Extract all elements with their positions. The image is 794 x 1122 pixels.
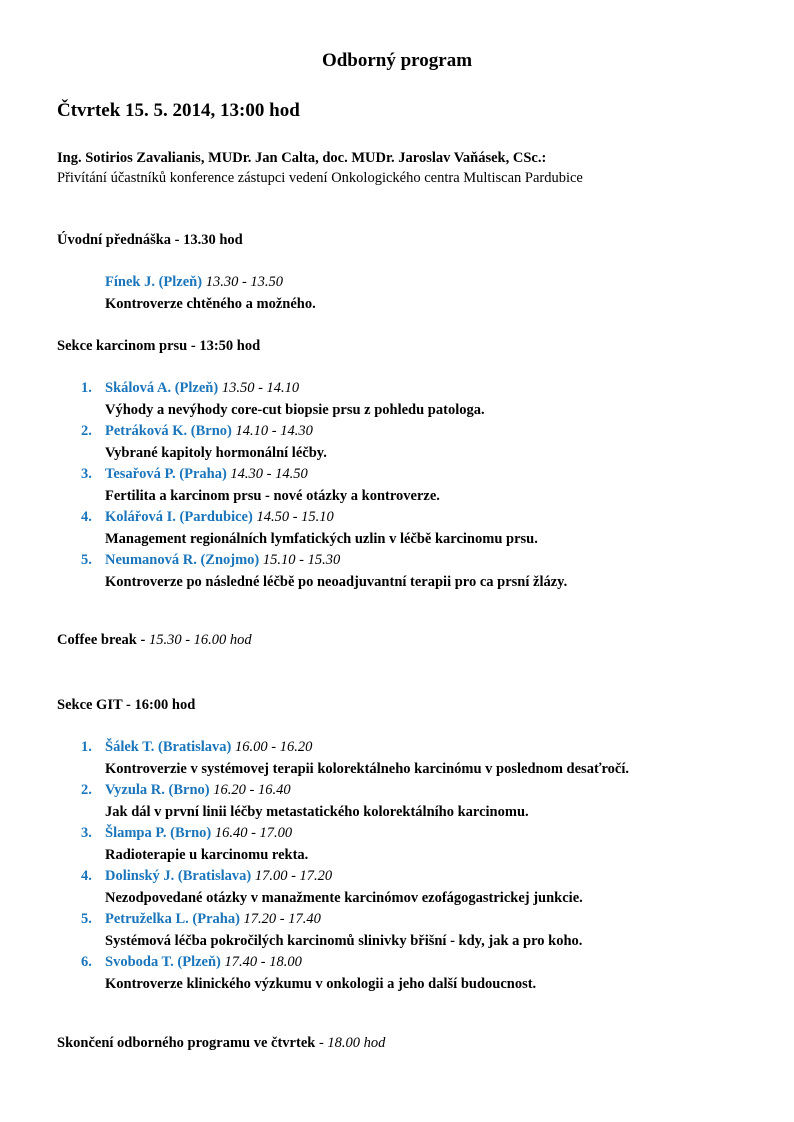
- coffee-time: 15.30 - 16.00 hod: [148, 632, 252, 648]
- talk-title: Vybrané kapitoly hormonální léčby.: [105, 444, 327, 461]
- talk-time: 16.40 - 17.00: [214, 825, 293, 841]
- coffee-label: Coffee break -: [57, 632, 146, 648]
- talk-number: 4.: [81, 868, 92, 884]
- talk-speaker: Vyzula R. (Brno): [105, 782, 210, 798]
- end-label: Skončení odborného programu ve čtvrtek: [57, 1035, 316, 1051]
- talk-title: Management regionálních lymfatických uzlin v léčbě karcinomu prsu.: [105, 530, 538, 547]
- talk-speaker: Šlampa P. (Brno): [105, 825, 212, 841]
- program-date: Čtvrtek 15. 5. 2014, 13:00 hod: [57, 100, 300, 121]
- talk-speaker: Tesařová P. (Praha): [105, 466, 227, 482]
- breast-heading: Sekce karcinom prsu - 13:50 hod: [57, 338, 261, 354]
- talk-time: 17.00 - 17.20: [254, 868, 333, 884]
- talk-item: [57, 378, 567, 421]
- talk-speaker: Dolinský J. (Bratislava): [105, 868, 252, 884]
- talk-number: 3.: [81, 825, 92, 841]
- talk-number: 5.: [81, 911, 92, 927]
- talk-title: Systémová léčba pokročilých karcinomů slinivky břišní - kdy, jak a pro koho.: [105, 932, 583, 949]
- talk-time: 17.40 - 18.00: [224, 954, 302, 970]
- talk-number: 1.: [81, 380, 92, 396]
- talk-title: Nezodpovedané otázky v manažmente karcinómov ezofágogastrickej junkcie.: [105, 889, 583, 906]
- intro-heading: Úvodní přednáška - 13.30 hod: [57, 232, 243, 248]
- talk-time: 14.50 - 15.10: [256, 509, 334, 525]
- opening-text: Přivítání účastníků konference zástupci vedení Onkologického centra Multiscan Pardubice: [57, 170, 583, 186]
- intro-time: 13.30 - 13.50: [205, 274, 284, 290]
- talk-title: Kontroverzie v systémovej terapii kolorektálneho karcinómu v poslednom desaťročí.: [105, 760, 630, 777]
- talk-item: [57, 737, 629, 780]
- coffee-break: [57, 632, 252, 649]
- talk-speaker: Šálek T. (Bratislava): [105, 739, 232, 755]
- talk-number: 3.: [81, 466, 92, 482]
- intro-talk: [57, 272, 316, 315]
- opening-names: Ing. Sotirios Zavalianis, MUDr. Jan Calta, doc. MUDr. Jaroslav Vaňásek, CSc.:: [57, 150, 547, 166]
- talk-item: [57, 550, 567, 593]
- page-title: Odborný program: [321, 50, 473, 71]
- talk-speaker: Kolářová I. (Pardubice): [105, 509, 253, 525]
- talk-number: 6.: [81, 954, 92, 970]
- talk-time: 14.30 - 14.50: [230, 466, 308, 482]
- talk-time: 14.10 - 14.30: [235, 423, 313, 439]
- talk-item: [57, 464, 567, 507]
- talk-number: 4.: [81, 509, 92, 525]
- talk-item: [57, 952, 629, 995]
- talk-speaker: Skálová A. (Plzeň): [105, 380, 219, 396]
- talk-item: [57, 866, 629, 909]
- talk-speaker: Neumanová R. (Znojmo): [105, 552, 260, 568]
- talk-number: 2.: [81, 782, 92, 798]
- talk-number: 2.: [81, 423, 92, 439]
- talk-number: 5.: [81, 552, 92, 568]
- talk-title: Kontroverze po následné léčbě po neoadjuvantní terapii pro ca prsní žlázy.: [105, 573, 568, 590]
- talk-number: 1.: [81, 739, 92, 755]
- opening-block: [57, 148, 583, 188]
- talk-item: [57, 507, 567, 550]
- talk-time: 16.20 - 16.40: [213, 782, 291, 798]
- talk-title: Jak dál v první linii léčby metastatického kolorektálního karcinomu.: [105, 803, 529, 820]
- talk-speaker: Petráková K. (Brno): [105, 423, 232, 439]
- talk-item: [57, 909, 629, 952]
- talk-item: [57, 780, 629, 823]
- talk-time: 15.10 - 15.30: [262, 552, 341, 568]
- talk-speaker: Petruželka L. (Praha): [105, 911, 240, 927]
- talk-time: 16.00 - 16.20: [234, 739, 313, 755]
- git-heading: Sekce GIT - 16:00 hod: [57, 697, 196, 713]
- talk-speaker: Svoboda T. (Plzeň): [105, 954, 221, 970]
- program-end: [57, 1035, 385, 1052]
- git-list: [57, 737, 629, 995]
- intro-title: Kontroverze chtěného a možného.: [105, 295, 316, 312]
- end-time: - 18.00 hod: [318, 1035, 386, 1051]
- talk-title: Kontroverze klinického výzkumu v onkologii a jeho další budoucnost.: [105, 975, 537, 992]
- talk-title: Výhody a nevýhody core-cut biopsie prsu z pohledu patologa.: [105, 401, 485, 418]
- talk-time: 17.20 - 17.40: [243, 911, 321, 927]
- talk-time: 13.50 - 14.10: [221, 380, 300, 396]
- breast-list: [57, 378, 567, 593]
- talk-item: [57, 823, 629, 866]
- talk-title: Fertilita a karcinom prsu - nové otázky a kontroverze.: [105, 487, 440, 504]
- talk-title: Radioterapie u karcinomu rekta.: [105, 846, 309, 863]
- talk-item: [57, 421, 567, 464]
- intro-speaker: Fínek J. (Plzeň): [105, 274, 203, 290]
